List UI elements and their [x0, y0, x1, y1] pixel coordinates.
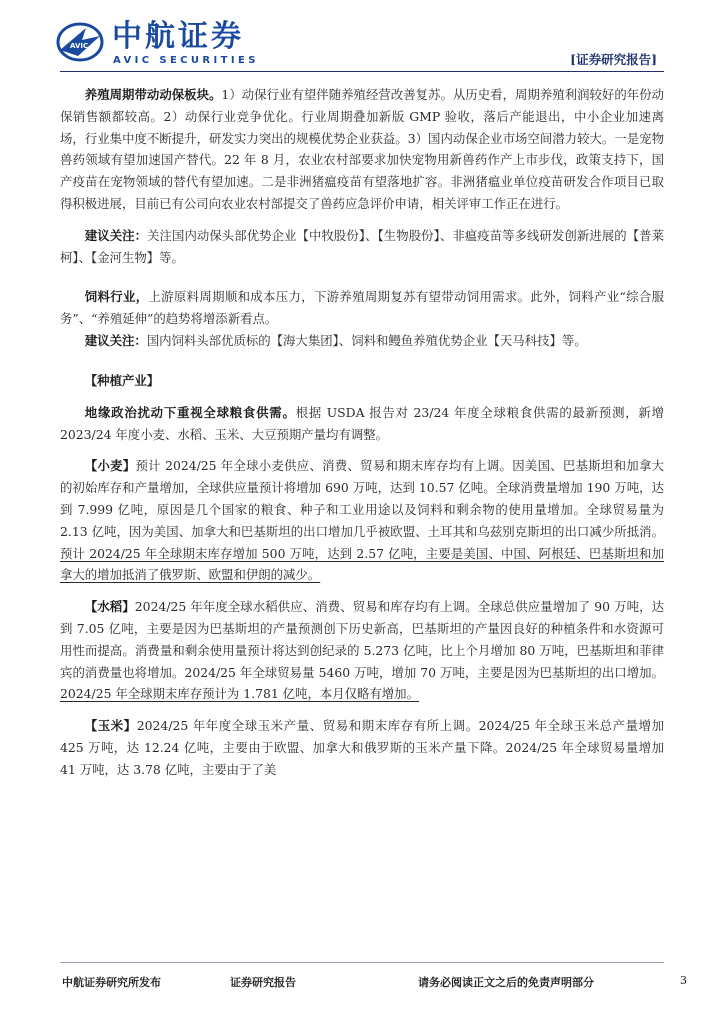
- underlined-text: 2024/25 年全球期末库存预计为 1.781 亿吨，本月仅略有增加。: [60, 686, 419, 702]
- paragraph-animal-health: [60, 84, 664, 215]
- paragraph-lead: 饲料行业，: [84, 289, 149, 305]
- section-heading: 【种植产业】: [84, 372, 160, 388]
- paragraph-text: 国内饲料头部优质标的【海大集团】、饲料和鳗鱼养殖优势企业【天马科技】等。: [146, 332, 587, 348]
- header-divider: [60, 71, 664, 72]
- paragraph-wheat: [60, 455, 664, 586]
- logo-badge: AVIC: [70, 42, 89, 50]
- page-number: 3: [680, 974, 687, 987]
- paragraph-text: 2024/25 年年度全球水稻供应、消费、贸易和库存均有上调。全球总供应量增加了 90 万吨，达到 7.05 亿吨，主要是因为巴基斯坦的产量预测创下历史新高，巴基斯坦的产量因良好的种植条件和水资源可用性而提高。消费量和剩余使用量预计将达到创纪录的 5.273 亿吨，比上个月增加 80 万吨，巴基斯坦和菲律宾的消费量也将增加。2024/25 年全球贸易量 5460 万吨，增加 70 万吨，主要是因为巴基斯坦的出口增加。: [60, 599, 665, 680]
- paragraph-lead: 建议关注：: [84, 227, 148, 243]
- paragraph-lead: 地缘政治扰动下重视全球粮食供需。: [84, 404, 296, 420]
- avic-logo-icon: [56, 22, 108, 62]
- paragraph-feed-industry: [60, 286, 664, 330]
- paragraph-text: 根据 USDA 报告对 23/24 年度全球粮食供需的最新预测，新增 2023/24 年度小麦、水稻、玉米、大豆预期产量均有调整。: [60, 404, 665, 442]
- paragraph-text: 上游原料周期顺和成本压力，下游养殖周期复苏有望带动饲用需求。此外，饲料产业“综合服务”、“养殖延伸”的趋势将增添新看点。: [60, 289, 664, 327]
- paragraph-recommendation: [60, 330, 664, 352]
- footer-disclaimer: 请务必阅读正文之后的免责声明部分: [418, 976, 594, 989]
- paragraph-text: 2024/25 年年度全球玉米产量、贸易和期末库存有所上调。2024/25 年全球玉米总产量增加 425 万吨，达 12.24 亿吨，主要由于欧盟、加拿大和俄罗斯的玉米产量下降。2024/25 年全球贸易量增加 41 万吨，达 3.78 亿吨，主要由于了美: [60, 718, 665, 777]
- paragraph-corn: [60, 715, 664, 780]
- paragraph-text: 关注国内动保头部优势企业【中牧股份】、【生物股份】、非瘟疫苗等多线研发创新进展的【普莱柯】、【金河生物】等。: [60, 227, 664, 265]
- paragraph-lead: 建议关注：: [84, 332, 147, 348]
- paragraph-text: 1）动保行业有望伴随养殖经营改善复苏。从历史看，周期养殖利润较好的年份动保销售额都较高。2）动保行业竞争优化。行业周期叠加新版 GMP 验收，落后产能退出，中小企业加速离场，行业集中度不断提升，研发实力突出的规模优势企业获益。3）国内动保企业市场空间潜力较大。一是宠物兽药领域有望加速国产替代。22 年 8 月，农业农村部要求加快宠物用新兽药作产上市步伐，政策支持下，国产疫苗在宠物领域的替代有望加速。二是非洲猪瘟疫苗有望落地扩容。非洲猪瘟业单位疫苗研发合作项目已取得积极进展，目前已有公司向农业农村部提交了兽药应急评价申请，相关评审工作正在进行。: [60, 87, 664, 211]
- paragraph-recommendation: [60, 225, 664, 269]
- paragraph-grain-supply: [60, 402, 664, 446]
- paragraph-lead: 养殖周期带动动保板块。: [84, 87, 222, 102]
- paragraph-label: 【小麦】: [84, 458, 136, 474]
- report-body: [60, 84, 664, 781]
- paragraph-rice: [60, 596, 664, 705]
- paragraph-label: 【玉米】: [84, 718, 137, 734]
- brand-name-en: AVIC SECURITIES: [113, 55, 259, 66]
- report-type-tag: [证券研究报告]: [570, 52, 657, 67]
- underlined-text: 预计 2024/25 年全球期末库存增加 500 万吨，达到 2.57 亿吨，主要是美国、中国、阿根廷、巴基斯坦和加拿大的增加抵消了俄罗斯、欧盟和伊朗的减少。: [60, 545, 664, 583]
- footer-divider: [60, 962, 664, 963]
- paragraph-label: 【水稻】: [84, 599, 135, 615]
- paragraph-text: 预计 2024/25 年全球小麦供应、消费、贸易和期末库存均有上调。因美国、巴基斯坦和加拿大的初始库存和产量增加，全球供应量预计将增加 690 万吨，达到 10.57 亿吨。全球消费量增加 190 万吨，达到 7.999 亿吨，原因是几个国家的粮食、种子和工业用途以及饲料和剩余物的使用量增加。全球贸易量为 2.13 亿吨，因为美国、加拿大和巴基斯坦的出口增加几乎被欧盟、土耳其和乌兹别克斯坦的出口减少所抵消。: [60, 458, 665, 539]
- footer-publisher: 中航证券研究所发布: [62, 976, 161, 989]
- page-header: [0, 0, 724, 72]
- brand-name: 中航证券: [112, 19, 244, 54]
- footer-report-type: 证券研究报告: [230, 976, 296, 989]
